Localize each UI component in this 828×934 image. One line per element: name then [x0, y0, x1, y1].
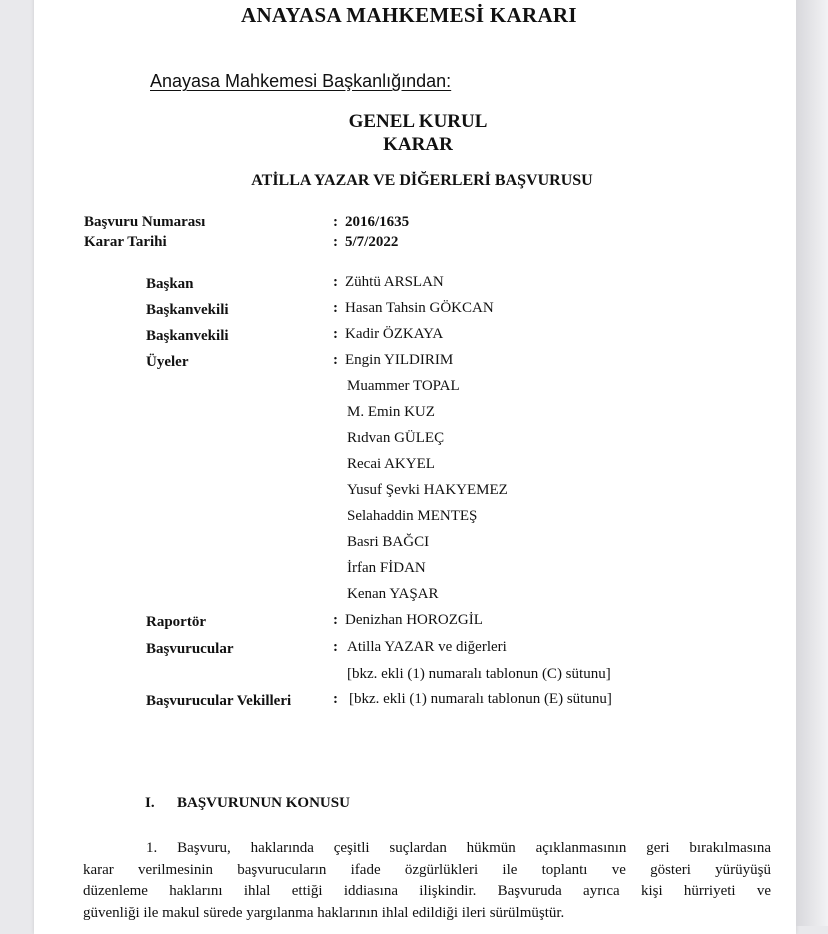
decision-date-label: Karar Tarihi [84, 234, 167, 250]
paragraph-line: düzenleme haklarını ihlal ettiği iddiasına ilişkindir. Başvuruda ayrıca kişi hürriyeti ve [83, 883, 771, 899]
application-number: 2016/1635 [345, 214, 410, 230]
colon: : [333, 639, 338, 655]
decision-date: 5/7/2022 [345, 234, 399, 250]
colon: : [333, 300, 338, 316]
rapporteur-name: Denizhan HOROZGİL [345, 612, 483, 628]
vice-president-name: Hasan Tahsin GÖKCAN [345, 300, 494, 316]
attorneys-table-reference: [bkz. ekli (1) numaralı tablonun (E) sütunu] [349, 691, 612, 707]
members-label: Üyeler [146, 354, 189, 370]
colon: : [333, 352, 338, 368]
member-name: M. Emin KUZ [347, 404, 435, 420]
vice-president-label: Başkanvekili [146, 302, 229, 318]
colon: : [333, 274, 338, 290]
member-name: Muammer TOPAL [347, 378, 460, 394]
paragraph-line: güvenliği ile makul sürede yargılanma haklarının ihlal edildiği ileri sürülmüştür. [83, 904, 565, 921]
applicants-label: Başvurucular [146, 641, 234, 657]
member-name: Recai AKYEL [347, 456, 435, 472]
member-name: Engin YILDIRIM [345, 352, 454, 368]
president-name: Zühtü ARSLAN [345, 274, 444, 290]
section-number: I. [145, 795, 155, 811]
applicants-table-reference: [bkz. ekli (1) numaralı tablonun (C) sütunu] [347, 666, 611, 682]
heading-general-assembly: GENEL KURUL [348, 111, 488, 132]
application-number-label: Başvuru Numarası [84, 214, 206, 230]
colon: : [333, 326, 338, 342]
member-name: Kenan YAŞAR [347, 586, 439, 602]
heading-case-name: ATİLLA YAZAR VE DİĞERLERİ BAŞVURUSU [251, 172, 593, 189]
member-name: Basri BAĞCI [347, 534, 430, 550]
colon: : [333, 691, 338, 707]
president-label: Başkan [146, 276, 194, 292]
attorneys-label: Başvurucular Vekilleri [146, 693, 292, 709]
paragraph-1 [83, 838, 771, 924]
applicants-value: Atilla YAZAR ve diğerleri [347, 639, 507, 655]
section-heading [145, 795, 350, 812]
rapporteur-label: Raportör [146, 614, 206, 630]
section-title: BAŞVURUNUN KONUSU [177, 795, 350, 811]
member-name: Yusuf Şevki HAKYEMEZ [347, 482, 508, 498]
colon: : [333, 234, 338, 250]
paragraph-line: karar verilmesinin başvurucuların ifade özgürlükleri ile toplantı ve gösteri yürüyüşü [83, 861, 771, 878]
vice-president-name: Kadir ÖZKAYA [345, 326, 444, 342]
member-name: Rıdvan GÜLEÇ [347, 430, 445, 446]
vice-president-label: Başkanvekili [146, 328, 229, 344]
banner-title: ANAYASA MAHKEMESİ KARARI [241, 3, 577, 27]
colon: : [333, 214, 338, 230]
paragraph-number: 1. [146, 840, 158, 856]
member-name: İrfan FİDAN [347, 560, 426, 576]
member-name: Selahaddin MENTEŞ [347, 508, 478, 524]
issuing-authority: Anayasa Mahkemesi Başkanlığından: [150, 71, 452, 91]
paragraph-line: 1. Başvuru, haklarında çeşitli suçlardan hükmün açıklanmasının geri bırakılmasına [146, 840, 772, 856]
colon: : [333, 612, 338, 628]
heading-decision: KARAR [383, 134, 453, 155]
